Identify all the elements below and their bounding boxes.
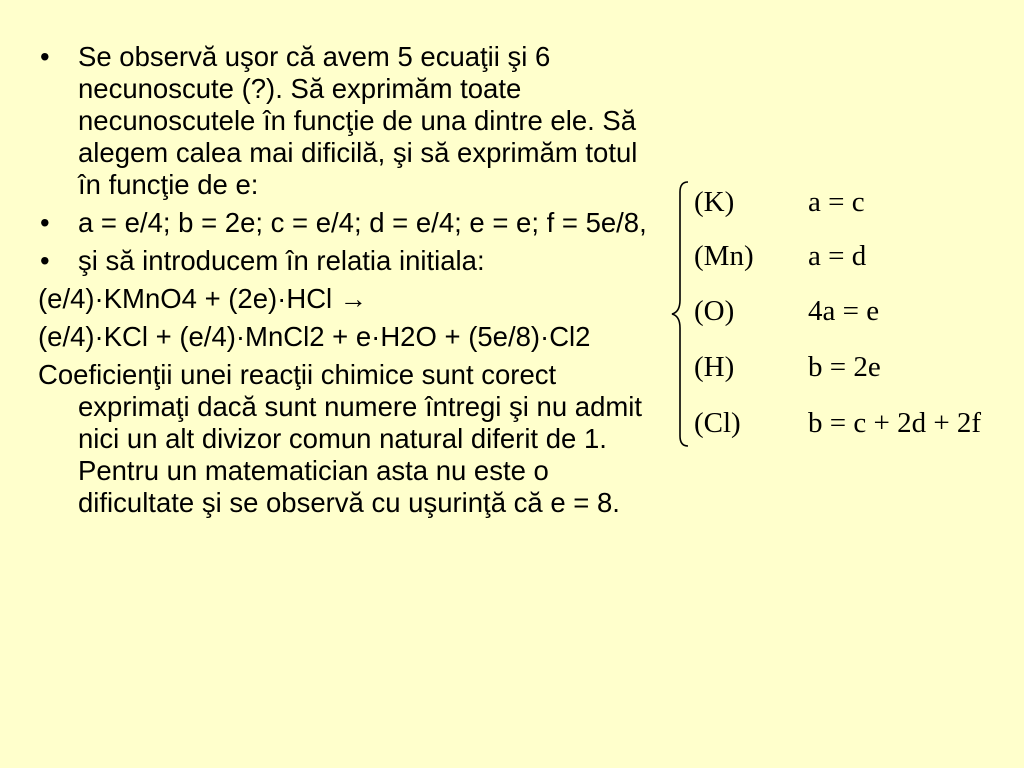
bullet-text: Se observă uşor că avem 5 ecuaţii şi 6 necunoscute (?). Să exprimăm toate necunoscutele în funcţie de una dintre ele. Să alegem calea mai dificilă, şi să exprimăm totul în funcţie de e: xyxy=(78,41,638,200)
equation-system xyxy=(668,178,1018,450)
equation-relation: b = 2e xyxy=(808,351,881,383)
left-brace-icon xyxy=(668,178,692,450)
reaction-products: (e/4)·KCl + (e/4)·MnCl2 + e·H2O + (5e/8)·Cl2 xyxy=(38,321,591,352)
bullet-text: şi să introducem în relatia initiala: xyxy=(78,245,485,276)
bullet-dot: • xyxy=(40,245,50,276)
equation-relation: a = c xyxy=(808,186,865,218)
reaction-reactants: (e/4)·KMnO4 + (2e)·HCl → xyxy=(38,283,368,314)
bullet-item xyxy=(38,245,648,277)
equation-row xyxy=(694,347,881,387)
bullet-dot: • xyxy=(40,207,50,238)
equation-row xyxy=(694,182,865,222)
slide-text xyxy=(38,41,648,525)
bullet-item xyxy=(38,41,648,201)
equation-row xyxy=(694,291,879,331)
bullet-item xyxy=(38,207,648,239)
equation-element: (K) xyxy=(694,186,735,218)
conclusion-paragraph: Coeficienţii unei reacţii chimice sunt corect exprimaţi dacă sunt numere întregi şi nu admit nici un alt divizor comun natural diferit de 1. Pentru un matematician asta nu este o dificultate şi se observă cu uşurinţă că e = 8. xyxy=(38,359,643,518)
bullet-dot: • xyxy=(40,41,50,72)
equation-relation: a = d xyxy=(808,240,867,272)
equation-element: (Mn) xyxy=(694,240,754,272)
equation-element: (O) xyxy=(694,295,735,327)
equation-row xyxy=(694,403,981,443)
bullet-text: a = e/4; b = 2e; c = e/4; d = e/4; e = e; f = 5e/8, xyxy=(78,207,647,238)
equation-element: (Cl) xyxy=(694,407,741,439)
equation-relation: 4a = e xyxy=(808,295,880,327)
equation-relation: b = c + 2d + 2f xyxy=(808,407,982,439)
equation-row xyxy=(694,236,866,276)
equation-element: (H) xyxy=(694,351,735,383)
